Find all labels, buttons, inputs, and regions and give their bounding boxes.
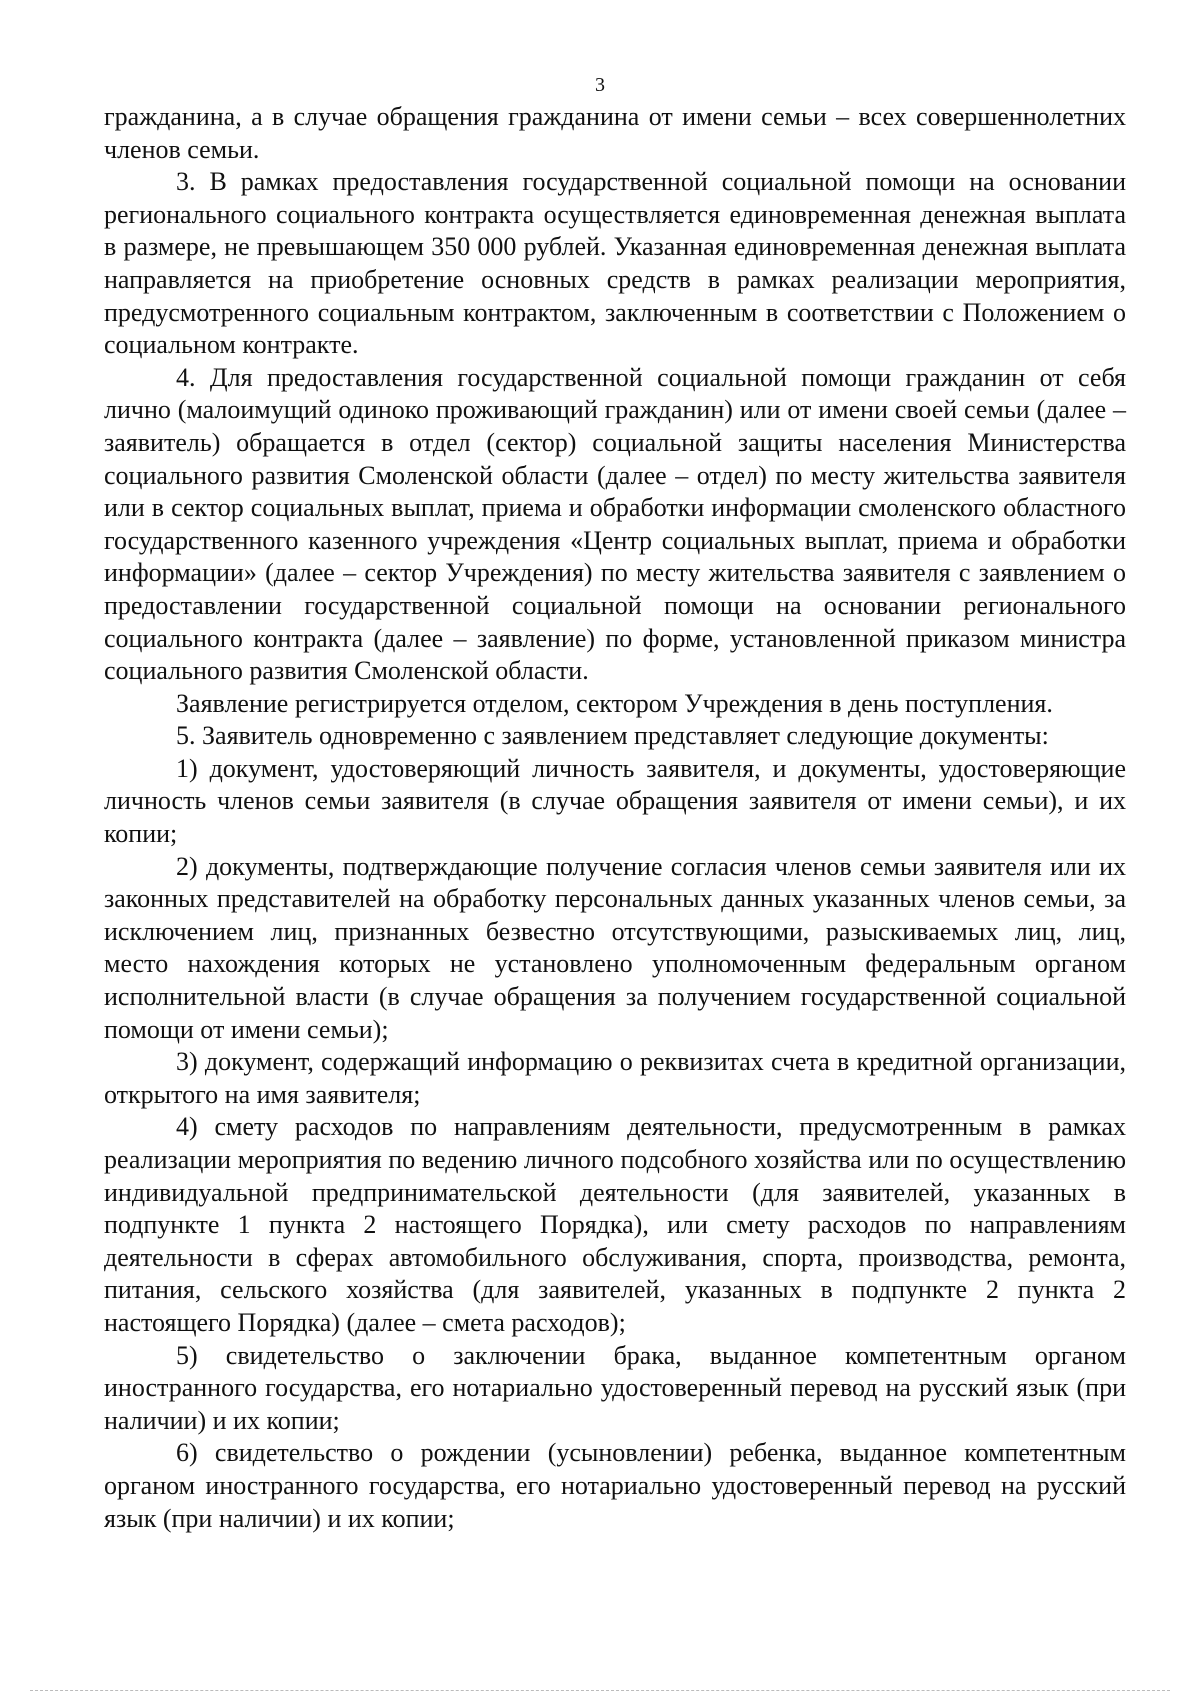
paragraph-continuation: гражданина, а в случае обращения гражданина от имени семьи – всех совершеннолетних членов семьи. [104,102,1126,164]
paragraph-item-3: 3. В рамках предоставления государственной социальной помощи на основании регионального социального контракта осуществляется единовременная денежная выплата в размере, не превышающем 350 000 рублей. Указанная единовременная денежная выплата направляется на приобретение основных средств в рамках реализации мероприятия, предусмотренного социальным контрактом, заключенным в соответствии с Положением о социальном контракте. [104,167,1126,360]
scan-edge-line [30,1690,1170,1691]
page-number: 3 [595,74,605,96]
document-body [104,101,1126,1535]
subitem-5: 5) свидетельство о заключении брака, выданное компетентным органом иностранного государства, его нотариально удостоверенный перевод на русский язык (при наличии) и их копии; [104,1340,1126,1435]
paragraph-item-5: 5. Заявитель одновременно с заявлением представляет следующие документы: [176,721,1049,751]
subitem-4: 4) смету расходов по направлениям деятельности, предусмотренным в рамках реализации мероприятия по ведению личного подсобного хозяйства или по осуществлению индивидуальной предпринимательской деятельности (для заявителей, указанных в подпункте 1 пункта 2 настоящего Порядка), или смету расходов по направлениям деятельности в сферах автомобильного обслуживания, спорта, производства, ремонта, питания, сельского хозяйства (для заявителей, указанных в подпункте 2 пункта 2 настоящего Порядка) (далее – смета расходов); [104,1112,1126,1337]
subitem-3: 3) документ, содержащий информацию о реквизитах счета в кредитной организации, открытого на имя заявителя; [104,1047,1126,1109]
subitem-1: 1) документ, удостоверяющий личность заявителя, и документы, удостоверяющие личность членов семьи заявителя (в случае обращения заявителя от имени семьи), и их копии; [104,753,1126,849]
paragraph-registration: Заявление регистрируется отделом, сектором Учреждения в день поступления. [176,688,1053,718]
paragraph-item-4: 4. Для предоставления государственной социальной помощи гражданин от себя лично (малоимущий одиноко проживающий гражданин) или от имени своей семьи (далее – заявитель) обращается в отдел (сектор) социальной защиты населения Министерства социального развития Смоленской области (далее – отдел) по месту жительства заявителя или в сектор социальных выплат, приема и обработки информации смоленского областного государственного казенного учреждения «Центр социальных выплат, приема и обработки информации» (далее – сектор Учреждения) по месту жительства заявителя с заявлением о предоставлении государственной социальной помощи на основании регионального социального контракта (далее – заявление) по форме, установленной приказом министра социального развития Смоленской области. [104,362,1126,686]
subitem-2: 2) документы, подтверждающие получение согласия членов семьи заявителя или их законных представителей на обработку персональных данных указанных членов семьи, за исключением лиц, признанных безвестно отсутствующими, разыскиваемых лиц, лиц, место нахождения которых не установлено уполномоченным федеральным органом исполнительной власти (в случае обращения за получением государственной социальной помощи от имени семьи); [104,851,1126,1044]
subitem-6: 6) свидетельство о рождении (усыновлении) ребенка, выданное компетентным органом иностранного государства, его нотариально удостоверенный перевод на русский язык (при наличии) и их копии; [104,1438,1126,1533]
